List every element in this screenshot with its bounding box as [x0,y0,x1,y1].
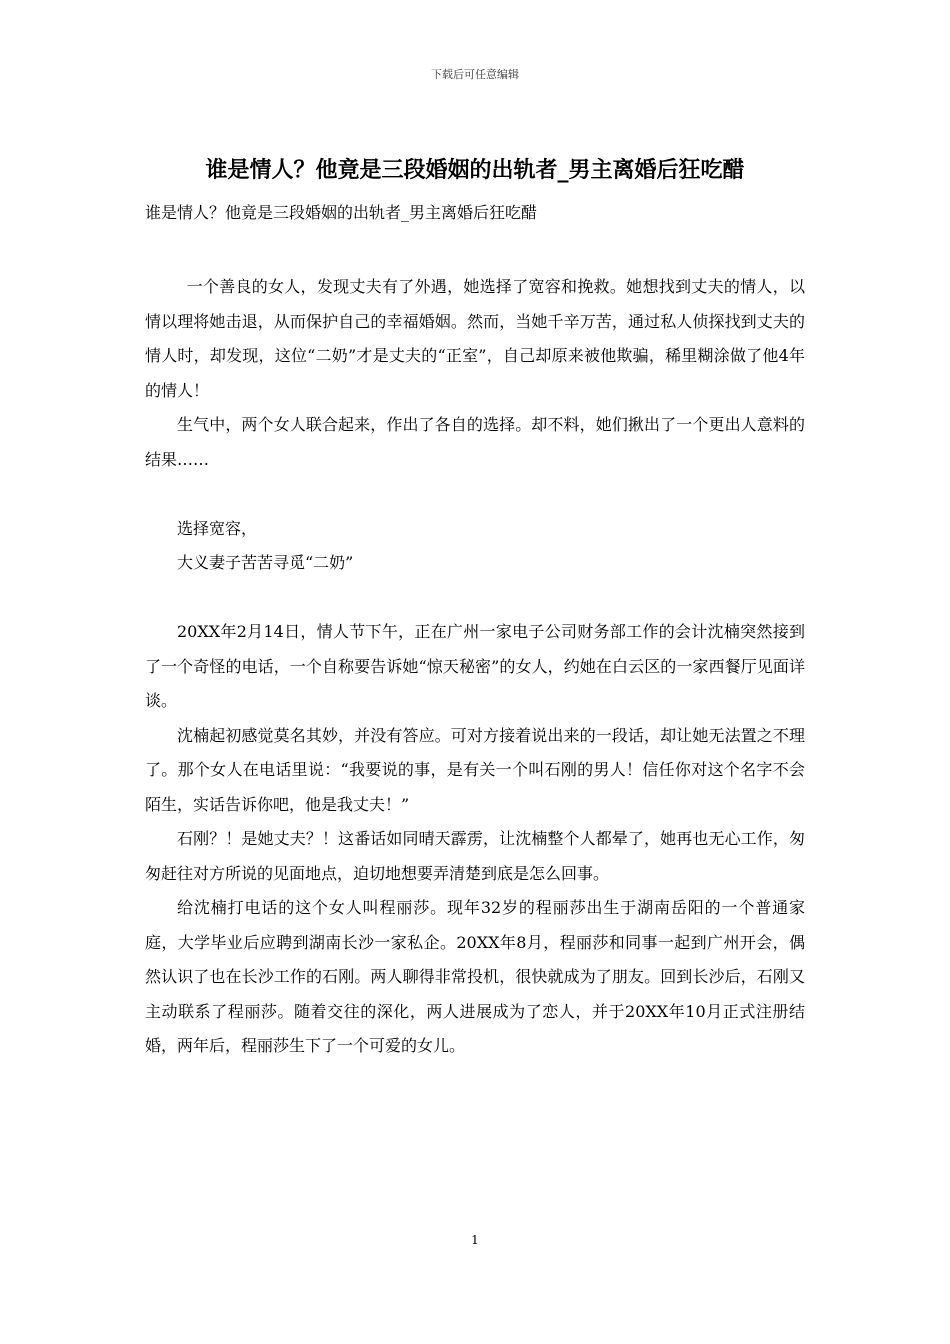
section-heading-line: 选择宽容， [177,518,258,538]
paragraph: 生气中，两个女人联合起来，作出了各自的选择。却不料，她们揪出了一个更出人意料的结果…… [145,415,805,469]
paragraph-gap [145,581,805,616]
paragraph: 给沈楠打电话的这个女人叫程丽莎。现年32岁的程丽莎出生于湖南岳阳的一个普通家庭，大学毕业后应聘到湖南长沙一家私企。20XX年8月，程丽莎和同事一起到广州开会，偶然认识了也在长沙工作的石刚。两人聊得非常投机，很快就成为了朋友。回到长沙后，石刚又主动联系了程丽莎。随着交往的深化，两人进展成为了恋人，并于20XX年10月正式注册结婚，两年后，程丽莎生下了一个可爱的女儿。 [145,898,805,1055]
page-number: 1 [471,1233,479,1247]
page-header-note: 下载后可任意编辑 [431,68,519,81]
paragraph: 石刚？！是她丈夫？！这番话如同晴天霹雳，让沈楠整个人都晕了，她再也无心工作，匆匆赶往对方所说的见面地点，迫切地想要弄清楚到底是怎么回事。 [145,829,805,883]
document-body [145,270,805,1064]
paragraph-gap [145,477,805,512]
document-title: 谁是情人？他竟是三段婚姻的出轨者_男主离婚后狂吃醋 [205,158,745,183]
paragraph: 沈楠起初感觉莫名其妙，并没有答应。可对方接着说出来的一段话，却让她无法置之不理了。那个女人在电话里说：“我要说的事，是有关一个叫石刚的男人！信任你对这个名字不会陌生，实话告诉你吧，他是我丈夫！” [145,725,805,814]
paragraph: 20XX年2月14日，情人节下午，正在广州一家电子公司财务部工作的会计沈楠突然接到了一个奇怪的电话，一个自称要告诉她“惊天秘密”的女人，约她在白云区的一家西餐厅见面详谈。 [145,622,805,710]
paragraph: 一个善良的女人，发现丈夫有了外遇，她选择了宽容和挽救。她想找到丈夫的情人，以情以理将她击退，从而保护自己的幸福婚姻。然而，当她千辛万苦，通过私人侦探找到丈夫的情人时，却发现，这位“二奶”才是丈夫的“正室”，自己却原来被他欺骗，稀里糊涂做了他4年的情人！ [145,277,805,400]
section-heading-line: 大义妻子苦苦寻觅“二奶” [177,553,354,572]
document-subtitle: 谁是情人？他竟是三段婚姻的出轨者_男主离婚后狂吃醋 [145,203,538,222]
